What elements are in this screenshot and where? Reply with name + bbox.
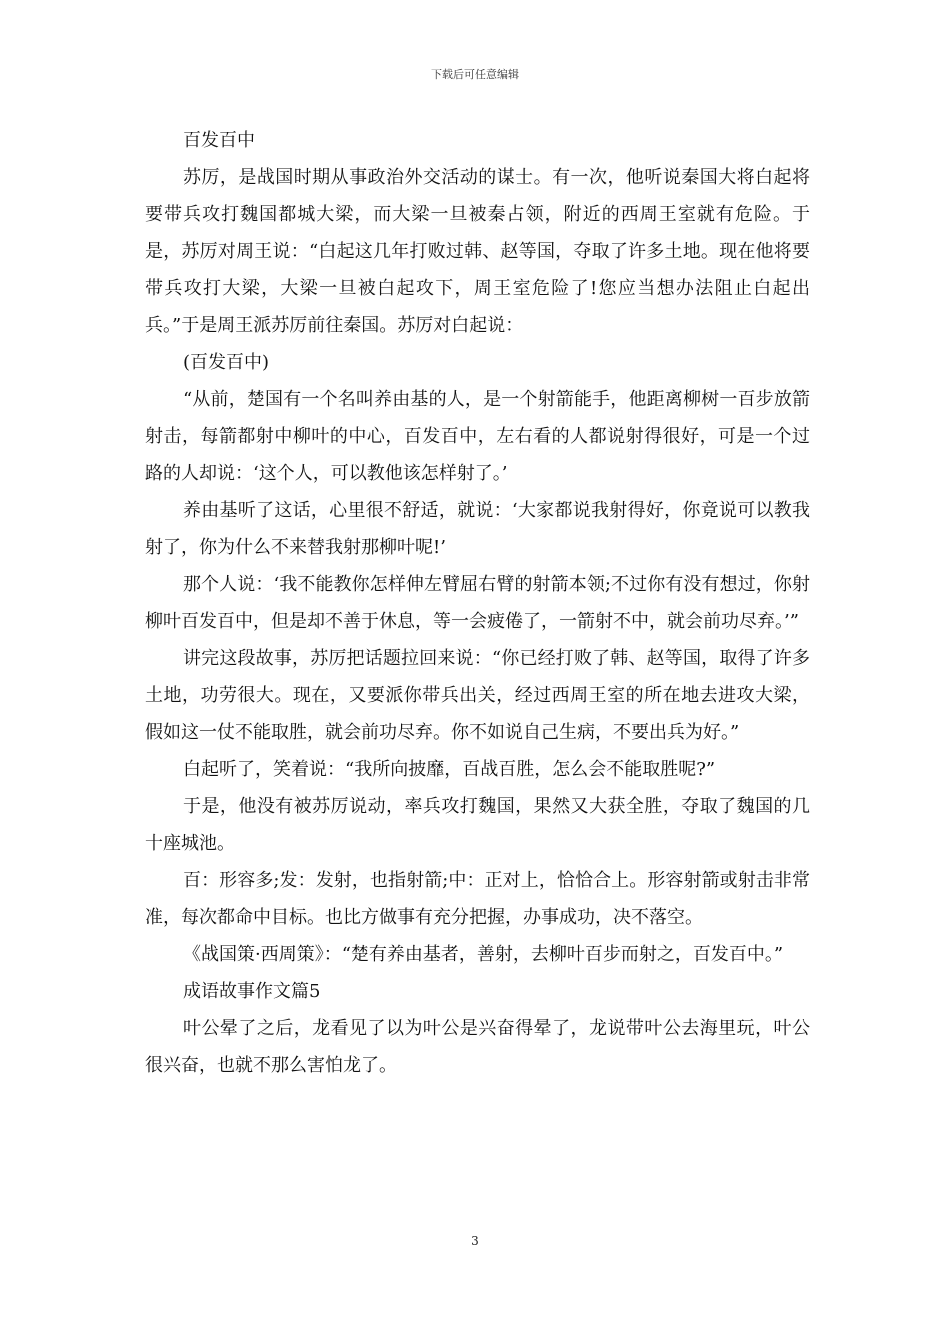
- paragraph: 那个人说：‘我不能教你怎样伸左臂屈右臂的射箭本领;不过你有没有想过，你射柳叶百发百中，但是却不善于休息，等一会疲倦了，一箭射不中，就会前功尽弃。’”: [145, 574, 810, 632]
- paragraph: 苏厉，是战国时期从事政治外交活动的谋士。有一次，他听说秦国大将白起将要带兵攻打魏国都城大梁，而大梁一旦被秦占领，附近的西周王室就有危险。于是，苏厉对周王说：“白起这几年打败过韩、赵等国，夺取了许多土地。现在他将要带兵攻打大梁，大梁一旦被白起攻下，周王室危险了!您应当想办法阻止白起出兵。”于是周王派苏厉前往秦国。苏厉对白起说：: [145, 167, 810, 336]
- paragraph-subtitle: (百发百中): [183, 352, 270, 373]
- definition-paragraph: 百：形容多;发：发射，也指射箭;中：正对上，恰恰合上。形容射箭或射击非常准，每次都命中目标。也比方做事有充分把握，办事成功，决不落空。: [145, 870, 810, 928]
- paragraph: 白起听了，笑着说：“我所向披靡，百战百胜，怎么会不能取胜呢?”: [183, 759, 716, 780]
- page-number: 3: [471, 1234, 479, 1248]
- paragraph: 于是，他没有被苏厉说动，率兵攻打魏国，果然又大获全胜，夺取了魏国的几十座城池。: [145, 796, 810, 854]
- page-header-note: 下载后可任意编辑: [431, 68, 519, 81]
- section-heading: 成语故事作文篇5: [183, 981, 321, 1002]
- paragraph: “从前，楚国有一个名叫养由基的人，是一个射箭能手，他距离柳树一百步放箭射击，每箭都射中柳叶的中心，百发百中，左右看的人都说射得很好，可是一个过路的人却说：‘这个人，可以教他该怎样射了。’: [145, 389, 810, 484]
- paragraph: 养由基听了这话，心里很不舒适，就说：‘大家都说我射得好，你竟说可以教我射了，你为什么不来替我射那柳叶呢!’: [145, 500, 810, 558]
- section-title: 百发百中: [183, 130, 255, 151]
- document-body: [145, 122, 810, 1084]
- paragraph: 叶公晕了之后，龙看见了以为叶公是兴奋得晕了，龙说带叶公去海里玩，叶公很兴奋，也就不那么害怕龙了。: [145, 1018, 810, 1076]
- source-quote-paragraph: 《战国策·西周策》：“楚有养由基者，善射，去柳叶百步而射之，百发百中。”: [183, 944, 784, 965]
- paragraph: 讲完这段故事，苏厉把话题拉回来说：“你已经打败了韩、赵等国，取得了许多土地，功劳很大。现在，又要派你带兵出关，经过西周王室的所在地去进攻大梁，假如这一仗不能取胜，就会前功尽弃。你不如说自己生病，不要出兵为好。”: [145, 648, 810, 743]
